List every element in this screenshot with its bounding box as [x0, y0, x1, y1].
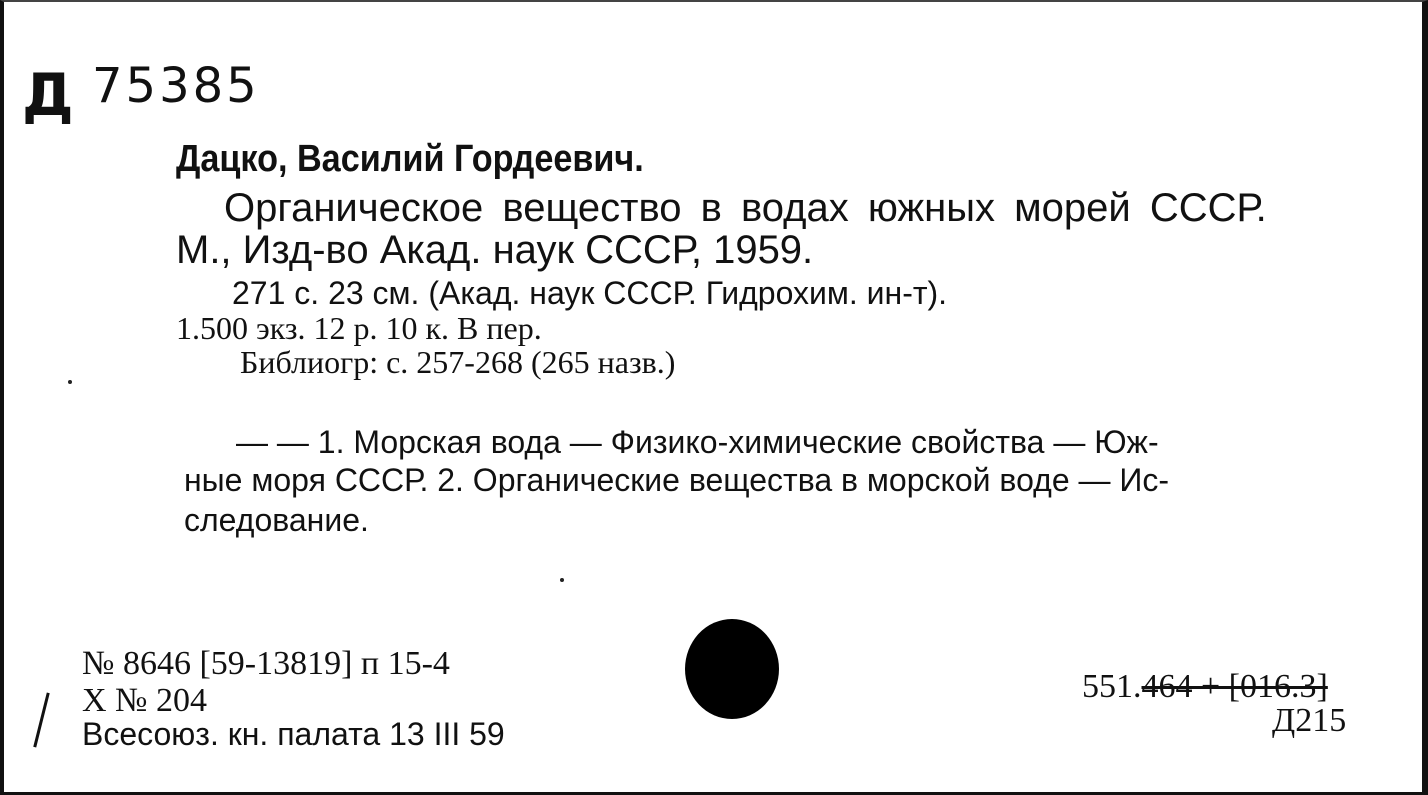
pen-mark — [33, 692, 49, 747]
imprint-line: М., Изд-во Акад. наук СССР, 1959. — [176, 228, 814, 272]
library-stamp-mark: Д — [22, 61, 74, 129]
collation-line-2: 1.500 экз. 12 р. 10 к. В пер. — [176, 310, 542, 346]
subject-line-2: ные моря СССР. 2. Органические вещества в морской воде — Ис- — [184, 462, 1170, 498]
udc-struck-portion: 464 + [016.3] — [1141, 668, 1328, 705]
udc-classification — [1082, 670, 1328, 704]
speck-mark — [68, 380, 72, 384]
author-heading: Дацко, Василий Гордеевич. — [176, 138, 644, 180]
bibliography-note: Библиогр: с. 257-268 (265 назв.) — [240, 344, 676, 380]
footer-x-number: X № 204 — [82, 682, 207, 719]
footer-registry-number: № 8646 [59-13819] п 15-4 — [82, 645, 450, 682]
collation-line-1: 271 с. 23 см. (Акад. наук СССР. Гидрохим. ин-т). — [232, 275, 948, 311]
subject-line-3: следование. — [184, 502, 369, 538]
book-title: Органическое вещество в водах южных морей СССР. — [224, 186, 1267, 230]
accession-number: 75385 — [92, 58, 260, 114]
subject-line-1: — — 1. Морская вода — Физико-химические свойства — Юж- — [236, 424, 1159, 460]
speck-mark — [560, 578, 564, 582]
punch-hole — [685, 619, 779, 719]
footer-book-chamber: Всесоюз. кн. палата 13 III 59 — [82, 716, 505, 752]
cutter-number: Д215 — [1272, 702, 1347, 739]
udc-main: 551. — [1082, 668, 1142, 705]
